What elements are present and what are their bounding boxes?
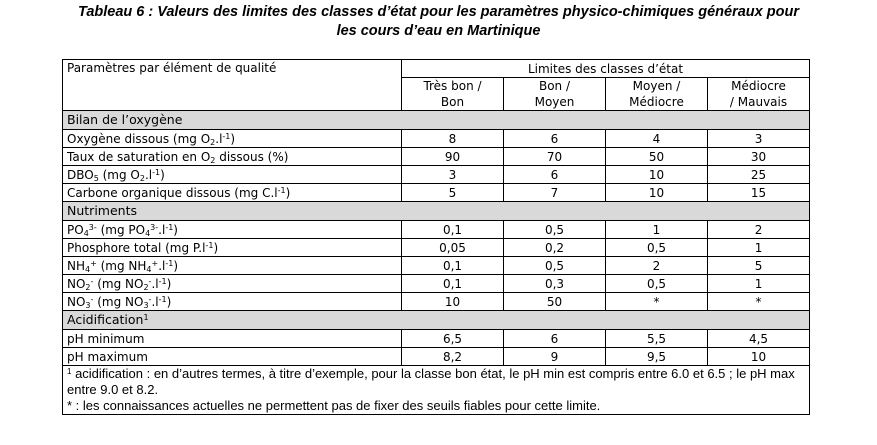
value-cell: 3 bbox=[708, 130, 810, 148]
value-cell: 4,5 bbox=[708, 330, 810, 348]
value-cell: 3 bbox=[402, 166, 504, 184]
table-row bbox=[63, 275, 810, 293]
row-label: $NO_2^-$ (mg $NO_2^-.l^{-1}$) bbox=[63, 275, 402, 293]
column-header-line: Moyen / bbox=[632, 79, 681, 93]
value-cell: 6 bbox=[504, 130, 606, 148]
value-cell: 5 bbox=[402, 184, 504, 202]
value-cell: 2 bbox=[606, 257, 708, 275]
value-cell: 9,5 bbox=[606, 348, 708, 366]
column-header-line: Bon bbox=[440, 95, 465, 109]
table-row bbox=[63, 257, 810, 275]
row-label: Carbone organique dissous (mg $C.l^{-1}$) bbox=[63, 184, 402, 202]
value-cell: 0,5 bbox=[504, 257, 606, 275]
footnote-asterisk: * : les connaissances actuelles ne permettent pas de fixer des seuils fiables pour cette limite. bbox=[67, 398, 601, 413]
value-cell: 6 bbox=[504, 330, 606, 348]
value-cell: 10 bbox=[708, 348, 810, 366]
header-row bbox=[63, 60, 810, 78]
column-header-line: Bon / bbox=[538, 79, 571, 93]
value-cell: 10 bbox=[402, 293, 504, 311]
class-limits-header: Limites des classes d’état bbox=[402, 60, 810, 78]
value-cell: 1 bbox=[708, 239, 810, 257]
caption-line-2: les cours d’eau en Martinique bbox=[336, 23, 541, 39]
column-header-mediocre-mauvais bbox=[708, 78, 810, 111]
table-row bbox=[63, 166, 810, 184]
value-cell: 4 bbox=[606, 130, 708, 148]
column-header-bon-moyen bbox=[504, 78, 606, 111]
value-cell: 15 bbox=[708, 184, 810, 202]
section-row-nutriments bbox=[63, 202, 810, 221]
caption-line-1: Tableau 6 : Valeurs des limites des classes d’état pour les paramètres physico-chimiques généraux pour bbox=[78, 4, 799, 20]
row-label: $NH_4^+$ (mg $NH_4^+.l^{-1}$) bbox=[63, 257, 402, 275]
table-row bbox=[63, 330, 810, 348]
table-caption bbox=[0, 3, 877, 41]
value-cell: 8,2 bbox=[402, 348, 504, 366]
row-label: $NO_3^-$ (mg $NO_3^-.l^{-1}$) bbox=[63, 293, 402, 311]
column-header-line: Médiocre bbox=[731, 79, 786, 93]
column-header-line: Médiocre bbox=[629, 95, 684, 109]
column-header-line: Moyen bbox=[534, 95, 575, 109]
table-row bbox=[63, 148, 810, 166]
value-cell: 25 bbox=[708, 166, 810, 184]
value-cell: 10 bbox=[606, 184, 708, 202]
value-cell: 6,5 bbox=[402, 330, 504, 348]
table-row bbox=[63, 293, 810, 311]
table-row bbox=[63, 221, 810, 239]
column-header-line: / Mauvais bbox=[729, 95, 788, 109]
section-title: Nutriments bbox=[63, 202, 810, 221]
value-cell: 10 bbox=[606, 166, 708, 184]
table-row bbox=[63, 348, 810, 366]
value-cell: 0,05 bbox=[402, 239, 504, 257]
value-cell: 8 bbox=[402, 130, 504, 148]
value-cell: 1 bbox=[606, 221, 708, 239]
value-cell: 6 bbox=[504, 166, 606, 184]
value-cell: 5 bbox=[708, 257, 810, 275]
value-cell: 0,5 bbox=[606, 275, 708, 293]
value-cell: 0,1 bbox=[402, 257, 504, 275]
value-cell: 30 bbox=[708, 148, 810, 166]
notes-row bbox=[63, 366, 810, 415]
value-cell: 0,1 bbox=[402, 221, 504, 239]
row-label: $DBO_5$ (mg $O_2.l^{-1}$) bbox=[63, 166, 402, 184]
row-label: Taux de saturation en $O_2$ dissous (%) bbox=[63, 148, 402, 166]
value-cell: 50 bbox=[606, 148, 708, 166]
section-title: Acidification$^1$ bbox=[63, 311, 810, 330]
row-label: $PO_4^{3-}$ (mg $PO_4^{3-}.l^{-1}$) bbox=[63, 221, 402, 239]
value-cell: 9 bbox=[504, 348, 606, 366]
footnote-acidification: $^1$ acidification : en d’autres termes, à titre d’exemple, pour la classe bon état, le pH min est compris entre 6.0 et 6.5 ; le pH max entre 9.0 et 8.2. bbox=[67, 366, 795, 397]
value-cell: 0,5 bbox=[504, 221, 606, 239]
table-row bbox=[63, 184, 810, 202]
value-cell: 0,2 bbox=[504, 239, 606, 257]
value-cell: 7 bbox=[504, 184, 606, 202]
value-cell: * bbox=[606, 293, 708, 311]
value-cell: 0,3 bbox=[504, 275, 606, 293]
limits-table bbox=[62, 59, 810, 415]
value-cell: 2 bbox=[708, 221, 810, 239]
table-row bbox=[63, 130, 810, 148]
column-header-line: Très bon / bbox=[423, 79, 482, 93]
column-header-tres-bon-bon bbox=[402, 78, 504, 111]
table-notes bbox=[63, 366, 810, 415]
param-header: Paramètres par élément de qualité bbox=[63, 60, 402, 111]
value-cell: 70 bbox=[504, 148, 606, 166]
row-label: Phosphore total (mg $P.l^{-1}$) bbox=[63, 239, 402, 257]
value-cell: 1 bbox=[708, 275, 810, 293]
section-row-acidification bbox=[63, 311, 810, 330]
value-cell: 90 bbox=[402, 148, 504, 166]
section-row-oxygene bbox=[63, 111, 810, 130]
value-cell: * bbox=[708, 293, 810, 311]
row-label: pH minimum bbox=[63, 330, 402, 348]
column-header-moyen-mediocre bbox=[606, 78, 708, 111]
value-cell: 50 bbox=[504, 293, 606, 311]
row-label: pH maximum bbox=[63, 348, 402, 366]
value-cell: 0,5 bbox=[606, 239, 708, 257]
table-row bbox=[63, 239, 810, 257]
section-title: Bilan de l’oxygène bbox=[63, 111, 810, 130]
value-cell: 0,1 bbox=[402, 275, 504, 293]
value-cell: 5,5 bbox=[606, 330, 708, 348]
row-label: Oxygène dissous (mg $O_2.l^{-1}$) bbox=[63, 130, 402, 148]
